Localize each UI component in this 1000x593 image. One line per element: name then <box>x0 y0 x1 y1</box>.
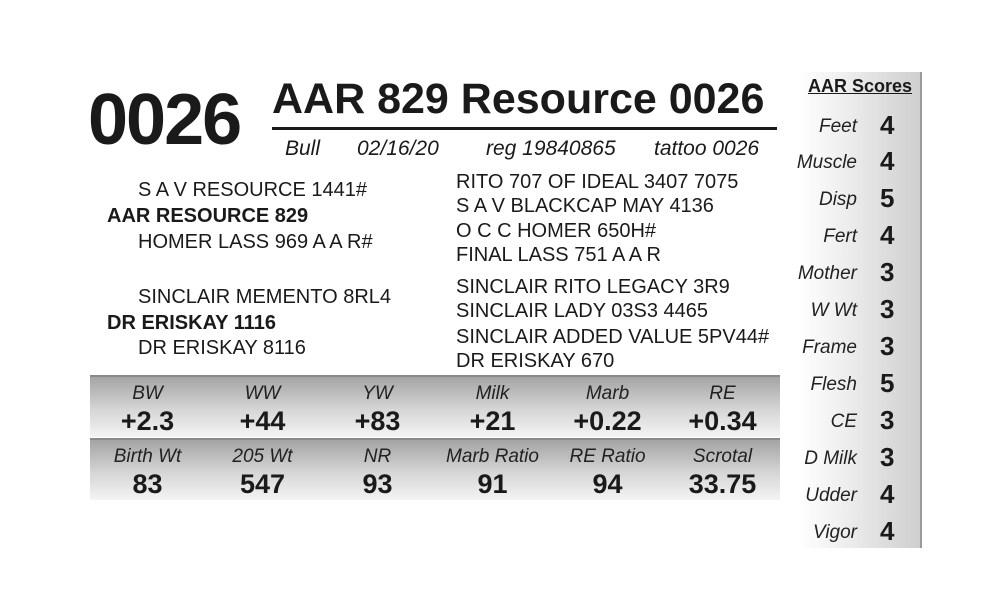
epd-label: YW <box>362 383 393 404</box>
score-label-udder: Udder <box>805 485 857 506</box>
sire-dam-sire: O C C HOMER 650H# <box>456 220 657 242</box>
ratio-value: 547 <box>239 469 286 499</box>
sire-dam-dam: FINAL LASS 751 A A R <box>456 244 661 266</box>
score-label-ce: CE <box>830 411 857 432</box>
dam-dam-sire: SINCLAIR ADDED VALUE 5PV44# <box>456 326 770 348</box>
ratio-label: RE Ratio <box>569 446 646 467</box>
ratio-band <box>90 438 780 500</box>
ratio-label: Marb Ratio <box>446 446 539 467</box>
ratio-label: Scrotal <box>692 446 753 467</box>
dam-dam-dam: DR ERISKAY 670 <box>456 350 615 372</box>
score-value-udder: 4 <box>880 479 895 509</box>
score-value-d-milk: 3 <box>880 442 895 472</box>
score-label-fert: Fert <box>823 226 857 247</box>
score-value-flesh: 5 <box>880 368 895 398</box>
epd-value: +0.34 <box>688 406 757 436</box>
dam-sire-sire: SINCLAIR RITO LEGACY 3R9 <box>456 276 730 298</box>
birth-date: 02/16/20 <box>357 137 439 160</box>
epd-band <box>90 375 780 437</box>
sire-sire-dam: S A V BLACKCAP MAY 4136 <box>456 195 714 217</box>
score-value-ce: 3 <box>880 405 895 435</box>
ratio-value: 94 <box>592 469 623 499</box>
tattoo: tattoo 0026 <box>654 137 760 160</box>
score-value-frame: 3 <box>880 331 895 361</box>
ratio-label: NR <box>363 446 392 467</box>
epd-label: RE <box>709 383 736 404</box>
epd-value: +83 <box>354 406 401 436</box>
score-value-mother: 3 <box>880 257 895 287</box>
score-label-flesh: Flesh <box>810 374 857 395</box>
sire-dam: HOMER LASS 969 A A R# <box>138 231 373 253</box>
scores-title: AAR Scores <box>808 76 913 96</box>
score-value-muscle: 4 <box>880 146 895 176</box>
score-label-feet: Feet <box>818 116 857 137</box>
score-label-d-milk: D Milk <box>804 448 857 469</box>
sire-sire: S A V RESOURCE 1441# <box>138 179 368 201</box>
title-underline <box>272 127 777 130</box>
epd-label: Marb <box>585 383 630 404</box>
epd-label: BW <box>132 383 163 404</box>
score-label-vigor: Vigor <box>812 522 857 543</box>
score-label-frame: Frame <box>802 337 857 358</box>
score-label-muscle: Muscle <box>796 152 857 173</box>
dam-sire: SINCLAIR MEMENTO 8RL4 <box>138 286 392 308</box>
ratio-label: 205 Wt <box>232 446 293 467</box>
score-value-vigor: 4 <box>880 516 895 546</box>
animal-name: AAR 829 Resource 0026 <box>272 75 765 123</box>
epd-value: +0.22 <box>573 406 642 436</box>
lot-number: 0026 <box>88 80 241 160</box>
sex: Bull <box>285 137 321 160</box>
epd-label: WW <box>244 383 281 404</box>
registration-number: reg 19840865 <box>486 137 616 160</box>
epd-value: +2.3 <box>120 406 175 436</box>
dam: DR ERISKAY 1116 <box>107 312 276 334</box>
sire-sire-sire: RITO 707 OF IDEAL 3407 7075 <box>456 171 739 193</box>
score-label-w-wt: W Wt <box>810 300 857 321</box>
ratio-value: 33.75 <box>688 469 757 499</box>
epd-label: Milk <box>475 383 510 404</box>
score-value-feet: 4 <box>880 110 895 140</box>
ratio-value: 83 <box>132 469 163 499</box>
dam-sire-dam: SINCLAIR LADY 03S3 4465 <box>456 300 709 322</box>
sire: AAR RESOURCE 829 <box>107 205 309 227</box>
ratio-value: 93 <box>362 469 393 499</box>
ratio-label: Birth Wt <box>113 446 182 467</box>
score-label-mother: Mother <box>797 263 857 284</box>
epd-value: +21 <box>469 406 516 436</box>
score-value-disp: 5 <box>880 183 895 213</box>
ratio-value: 91 <box>477 469 508 499</box>
dam-dam: DR ERISKAY 8116 <box>138 337 306 359</box>
epd-value: +44 <box>239 406 286 436</box>
score-value-w-wt: 3 <box>880 294 895 324</box>
score-label-disp: Disp <box>818 189 857 210</box>
score-value-fert: 4 <box>880 220 895 250</box>
